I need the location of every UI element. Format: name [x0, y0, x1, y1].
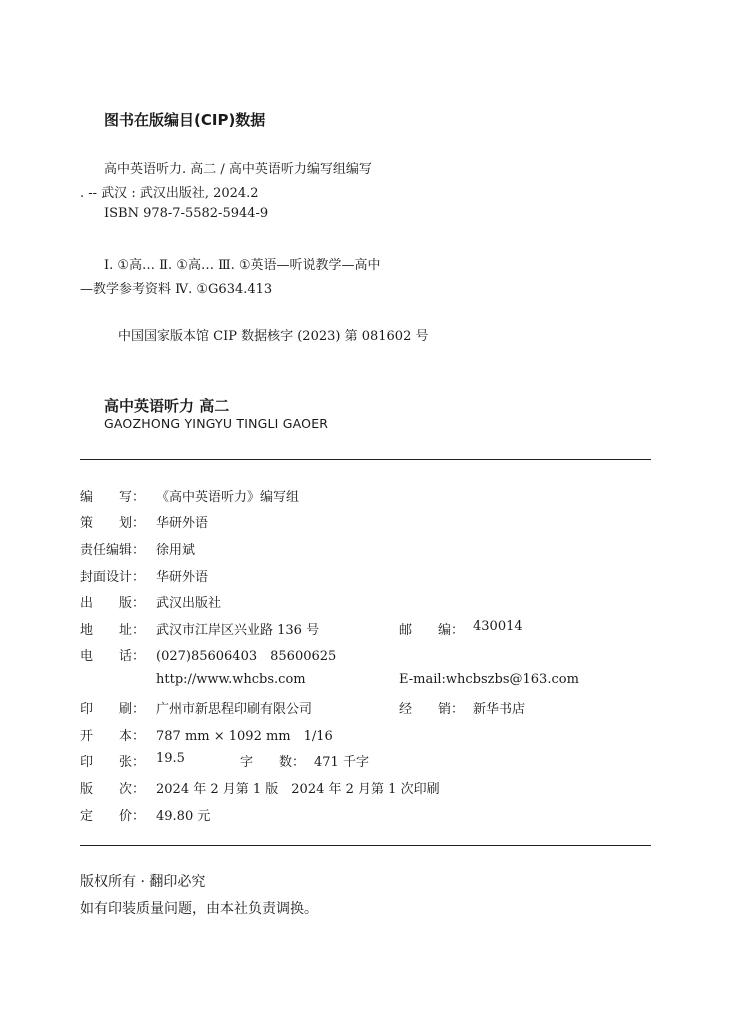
book-pinyin-title: GAOZHONG YINGYU TINGLI GAOER — [104, 416, 329, 431]
detail-value: 2024 年 2 月第 1 版 2024 年 2 月第 1 次印刷 — [156, 782, 440, 797]
detail-label: 版 次： — [80, 782, 146, 797]
detail-value: 广州市新思程印刷有限公司 — [156, 702, 313, 717]
detail-label: 地 址： — [80, 623, 146, 638]
detail-label: 编 写： — [80, 490, 146, 505]
cip-classification-2: —教学参考资料 Ⅳ. ①G634.413 — [80, 282, 273, 297]
detail-value: 武汉出版社 — [156, 596, 222, 611]
detail-label: 开 本： — [80, 729, 146, 744]
detail-label: 邮 编： — [399, 623, 465, 638]
detail-label: 印 刷： — [80, 702, 146, 717]
detail-value: 430014 — [473, 619, 523, 634]
detail-label: 电 话： — [80, 649, 146, 664]
detail-value: 徐用斌 — [156, 543, 196, 558]
cip-title-line: 高中英语听力. 高二 / 高中英语听力编写组编写 — [104, 162, 372, 177]
cip-isbn: ISBN 978-7-5582-5944-9 — [104, 206, 269, 221]
detail-label: 策 划： — [80, 516, 146, 531]
detail-value: 787 mm × 1092 mm 1/16 — [156, 729, 333, 744]
detail-label: 出 版： — [80, 596, 146, 611]
detail-label: 印 张： — [80, 755, 146, 770]
email-link[interactable]: E-mail:whcbszbs@163.com — [399, 672, 579, 687]
detail-value: 华研外语 — [156, 570, 209, 585]
cip-classification-1: Ⅰ. ①高… Ⅱ. ①高… Ⅲ. ①英语—听说教学—高中 — [104, 258, 381, 273]
cip-heading: 图书在版编目(CIP)数据 — [104, 111, 266, 129]
detail-label: 经 销： — [399, 702, 465, 717]
cip-record-number: 中国国家版本馆 CIP 数据核字 (2023) 第 081602 号 — [118, 329, 429, 344]
detail-label: 封面设计： — [80, 570, 146, 585]
detail-value: 新华书店 — [473, 702, 526, 717]
cip-publication-line: . -- 武汉 : 武汉出版社, 2024.2 — [80, 186, 259, 201]
copyright-notice: 版权所有 · 翻印必究 — [80, 874, 206, 890]
website-link[interactable]: http://www.whcbs.com — [156, 672, 306, 687]
detail-label: 责任编辑： — [80, 543, 146, 558]
detail-value: 49.80 元 — [156, 809, 211, 824]
detail-value: 471 千字 — [314, 755, 369, 770]
detail-label: 定 价： — [80, 809, 146, 824]
detail-value: 19.5 — [156, 751, 185, 766]
bottom-divider — [80, 845, 651, 846]
detail-label: 字 数： — [240, 755, 306, 770]
detail-value: 华研外语 — [156, 516, 209, 531]
book-title: 高中英语听力 高二 — [104, 397, 230, 415]
detail-value: 武汉市江岸区兴业路 136 号 — [156, 623, 320, 638]
top-divider — [80, 459, 651, 460]
detail-value: (027)85606403 85600625 — [156, 649, 337, 664]
quality-notice: 如有印装质量问题，由本社负责调换。 — [80, 901, 318, 917]
detail-value: 《高中英语听力》编写组 — [156, 490, 300, 505]
